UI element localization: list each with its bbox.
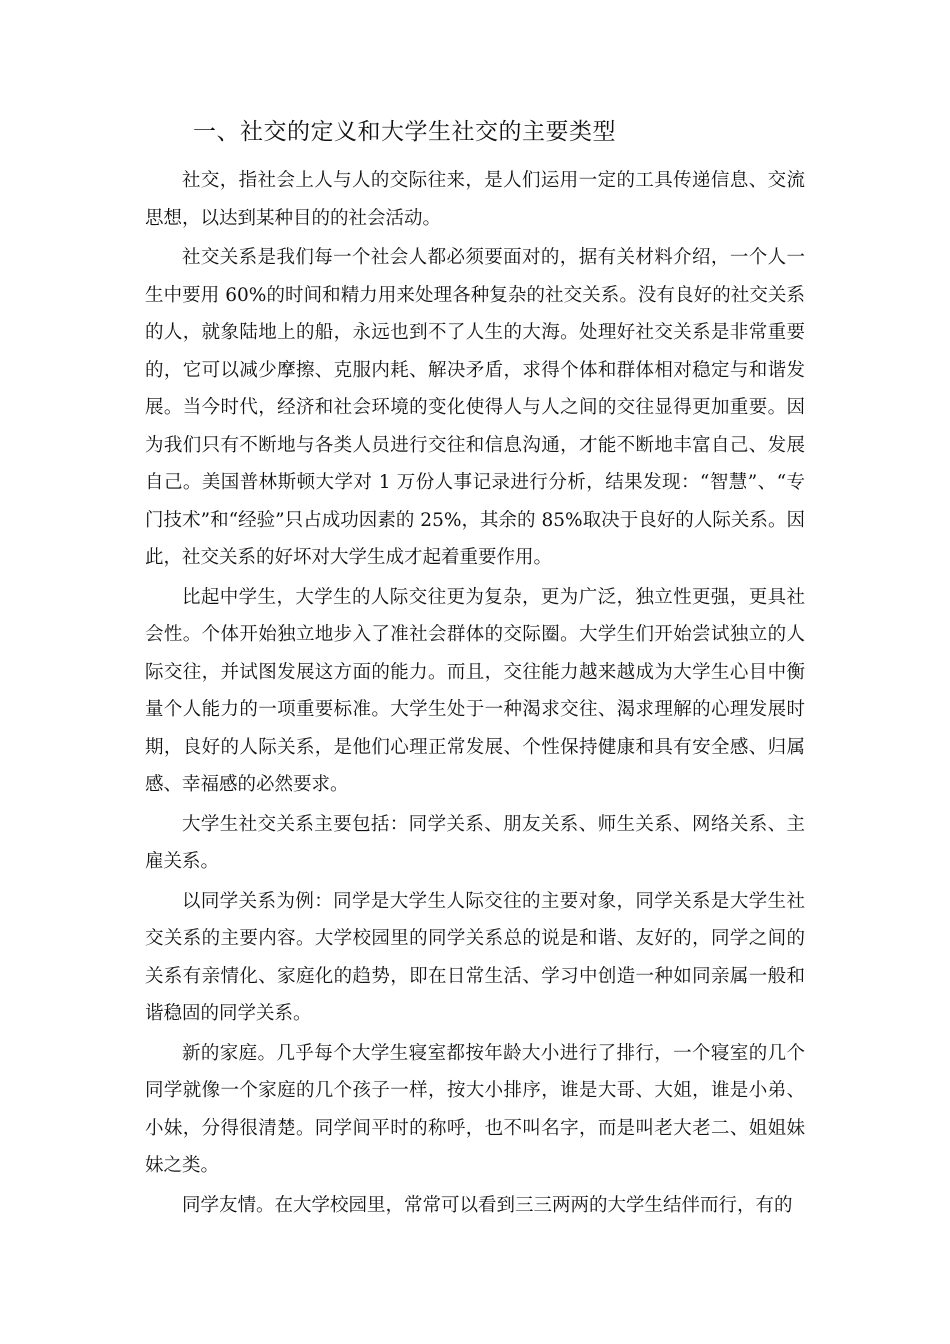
paragraph-friendship: 同学友情。在大学校园里，常常可以看到三三两两的大学生结伴而行，有的 [182,1194,793,1216]
paragraph-comparison: 比起中学生，大学生的人际交往更为复杂，更为广泛，独立性更强，更具社会性。个体开始独立地步入了准社会群体的交际圈。大学生们开始尝试独立的人际交往，并试图发展这方面的能力。而且，交往能力越来越成为大学生心目中衡量个人能力的一项重要标准。大学生处于一种渴求交往、渴求理解的心理发展时期，良好的人际关系，是他们心理正常发展、个性保持健康和具有安全感、归属感、幸福感的必然要求。 [145,586,805,795]
paragraph-new-family: 新的家庭。几乎每个大学生寝室都按年龄大小进行了排行，一个寝室的几个同学就像一个家庭的几个孩子一样，按大小排序，谁是大哥、大姐，谁是小弟、小妹，分得很清楚。同学间平时的称呼，也不叫名字，而是叫老大老二、姐姐妹妹之类。 [145,1042,805,1176]
document-title: 一、社交的定义和大学生社交的主要类型 [193,119,616,145]
paragraph-types: 大学生社交关系主要包括：同学关系、朋友关系、师生关系、网络关系、主雇关系。 [145,813,805,872]
paragraph-definition: 社交，指社会上人与人的交际往来，是人们运用一定的工具传递信息、交流思想，以达到某种目的的社会活动。 [145,170,805,229]
paragraph-classmates: 以同学关系为例：同学是大学生人际交往的主要对象，同学关系是大学生社交关系的主要内容。大学校园里的同学关系总的说是和谐、友好的，同学之间的关系有亲情化、家庭化的趋势，即在日常生活、学习中创造一种如同亲属一般和谐稳固的同学关系。 [145,890,805,1024]
document-page [145,112,805,1226]
paragraph-importance: 社交关系是我们每一个社会人都必须要面对的，据有关材料介绍，一个人一生中要用 60%的时间和精力用来处理各种复杂的社交关系。没有良好的社交关系的人，就象陆地上的船，永远也到不了人生的大海。处理好社交关系是非常重要的，它可以减少摩擦、克服内耗、解决矛盾，求得个体和群体相对稳定与和谐发展。当今时代，经济和社会环境的变化使得人与人之间的交往显得更加重要。因为我们只有不断地与各类人员进行交往和信息沟通，才能不断地丰富自己、发展自己。美国普林斯顿大学对 1 万份人事记录进行分析，结果发现：“智慧”、“专门技术”和“经验”只占成功因素的 25%，其余的 85%取决于良好的人际关系。因此，社交关系的好坏对大学生成才起着重要作用。 [145,247,805,568]
